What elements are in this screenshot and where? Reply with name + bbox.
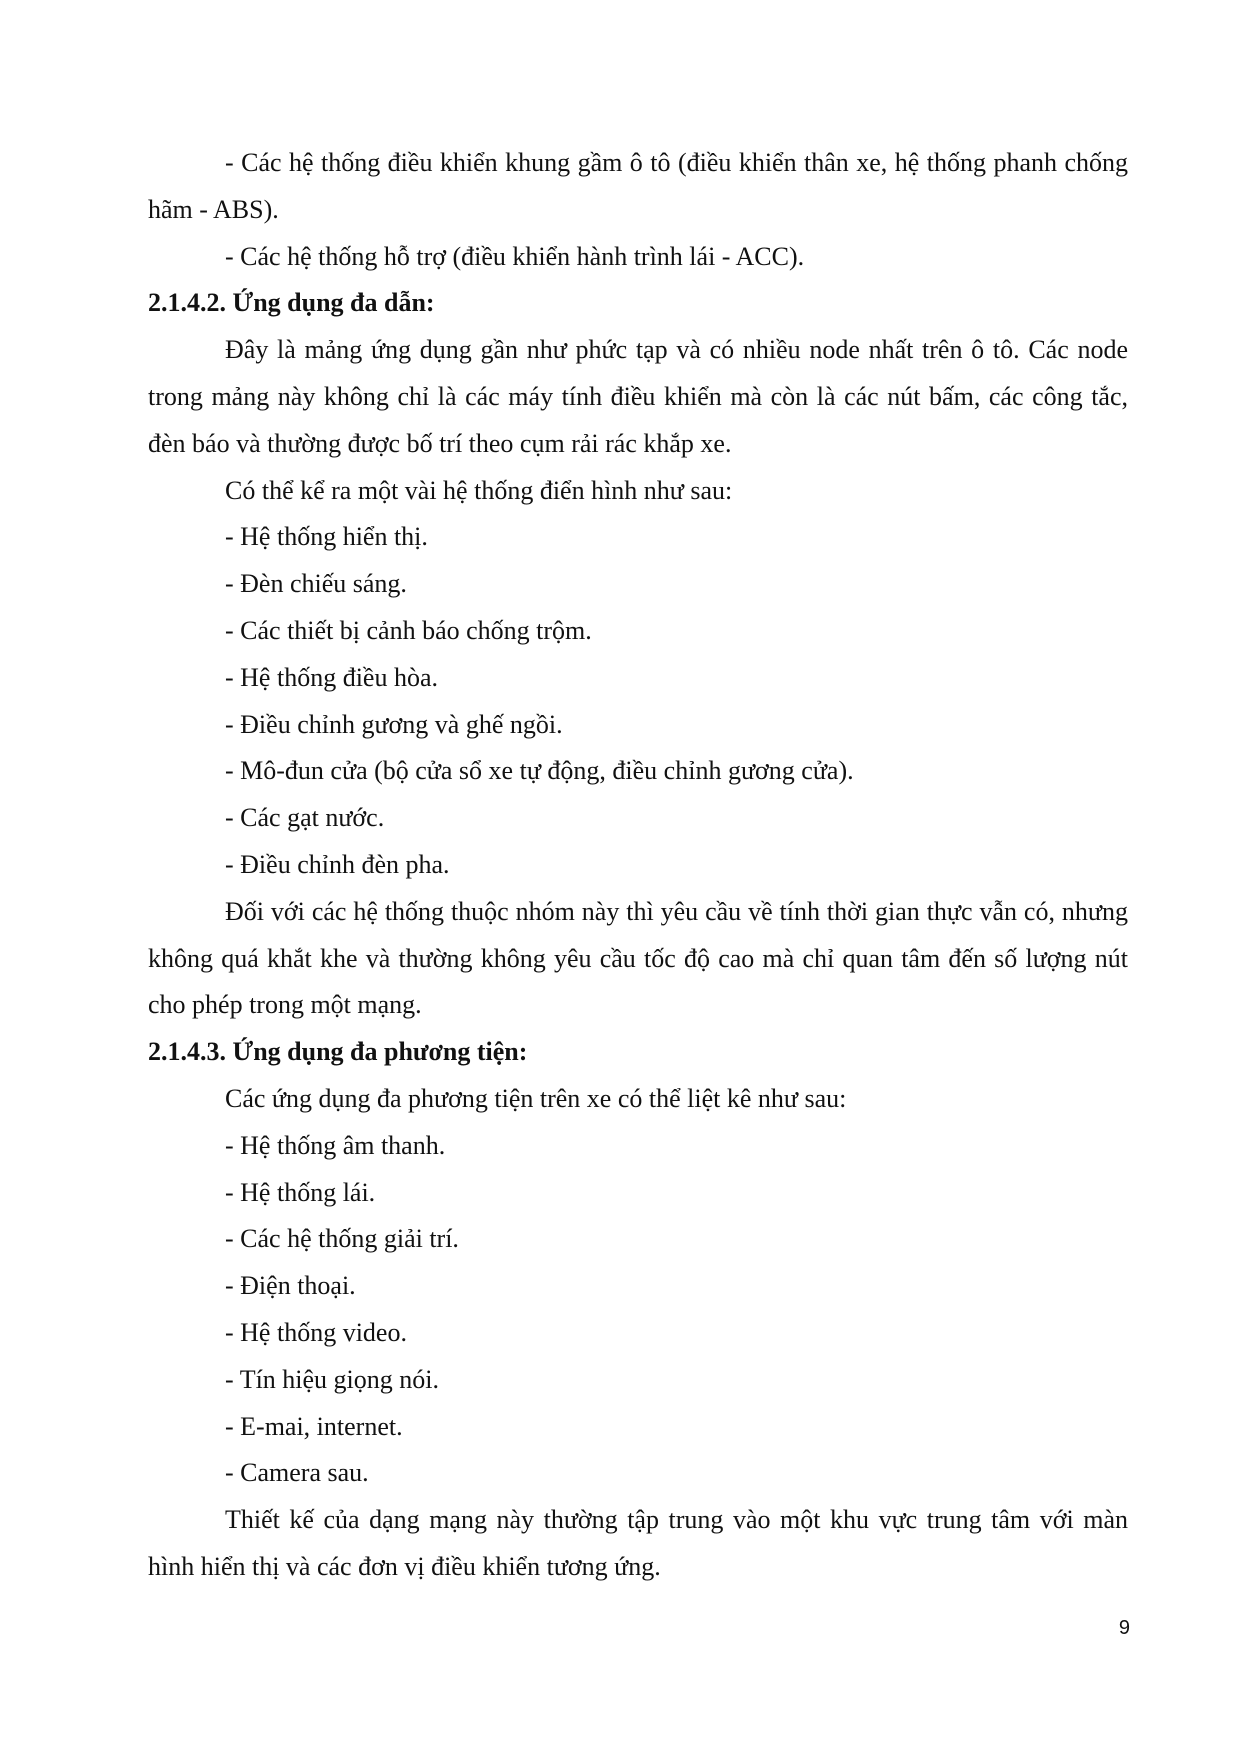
list-item: - Camera sau. bbox=[225, 1458, 369, 1488]
list-item: - Hệ thống hiển thị. bbox=[225, 522, 428, 552]
list-item: - Mô-đun cửa (bộ cửa sổ xe tự động, điều chỉnh gương cửa). bbox=[225, 756, 854, 786]
section-paragraph: Đây là mảng ứng dụng gần như phức tạp và có nhiều node nhất trên ô tô. Các node trong mảng này không chỉ là các máy tính điều khiển mà còn là các nút bấm, các công tắc, đèn báo và thường được bố trí theo cụm rải rác khắp xe. bbox=[148, 335, 1128, 458]
list-item: - Điện thoại. bbox=[225, 1271, 356, 1301]
list-item: - Các hệ thống giải trí. bbox=[225, 1224, 459, 1254]
list-item: - Các thiết bị cảnh báo chống trộm. bbox=[225, 615, 592, 645]
list-item: - Hệ thống điều hòa. bbox=[225, 662, 439, 692]
list-item: - Điều chỉnh đèn pha. bbox=[225, 849, 450, 879]
section-paragraph: Thiết kế của dạng mạng này thường tập trung vào một khu vực trung tâm với màn hình hiển thị và các đơn vị điều khiển tương ứng. bbox=[148, 1505, 1128, 1581]
list-item: - Hệ thống âm thanh. bbox=[225, 1130, 446, 1160]
list-item: - Đèn chiếu sáng. bbox=[225, 569, 407, 599]
list-item: - Hệ thống video. bbox=[225, 1317, 407, 1347]
list-item: - Các gạt nước. bbox=[225, 803, 385, 833]
intro-paragraph: - Các hệ thống hỗ trợ (điều khiển hành trình lái - ACC). bbox=[225, 241, 805, 271]
list-item: - Điều chỉnh gương và ghế ngồi. bbox=[225, 709, 563, 739]
list-intro: Có thể kể ra một vài hệ thống điển hình như sau: bbox=[225, 475, 733, 505]
section-paragraph: Đối với các hệ thống thuộc nhóm này thì yêu cầu về tính thời gian thực vẫn có, nhưng không quá khắt khe và thường không yêu cầu tốc độ cao mà chỉ quan tâm đến số lượng nút cho phép trong một mạng. bbox=[148, 896, 1128, 1020]
list-item: - Tín hiệu giọng nói. bbox=[225, 1364, 440, 1394]
list-item: - Hệ thống lái. bbox=[225, 1177, 376, 1207]
document-page bbox=[148, 140, 1128, 1591]
list-item: - E-mai, internet. bbox=[225, 1411, 403, 1441]
intro-paragraph: - Các hệ thống điều khiển khung gầm ô tô (điều khiển thân xe, hệ thống phanh chống hãm - ABS). bbox=[148, 148, 1128, 224]
page-number: 9 bbox=[1118, 1617, 1130, 1639]
section-heading-multiplex: 2.1.4.2. Ứng dụng đa dẫn: bbox=[148, 288, 435, 318]
list-intro: Các ứng dụng đa phương tiện trên xe có thể liệt kê như sau: bbox=[225, 1083, 847, 1113]
section-heading-multimedia: 2.1.4.3. Ứng dụng đa phương tiện: bbox=[148, 1037, 528, 1067]
